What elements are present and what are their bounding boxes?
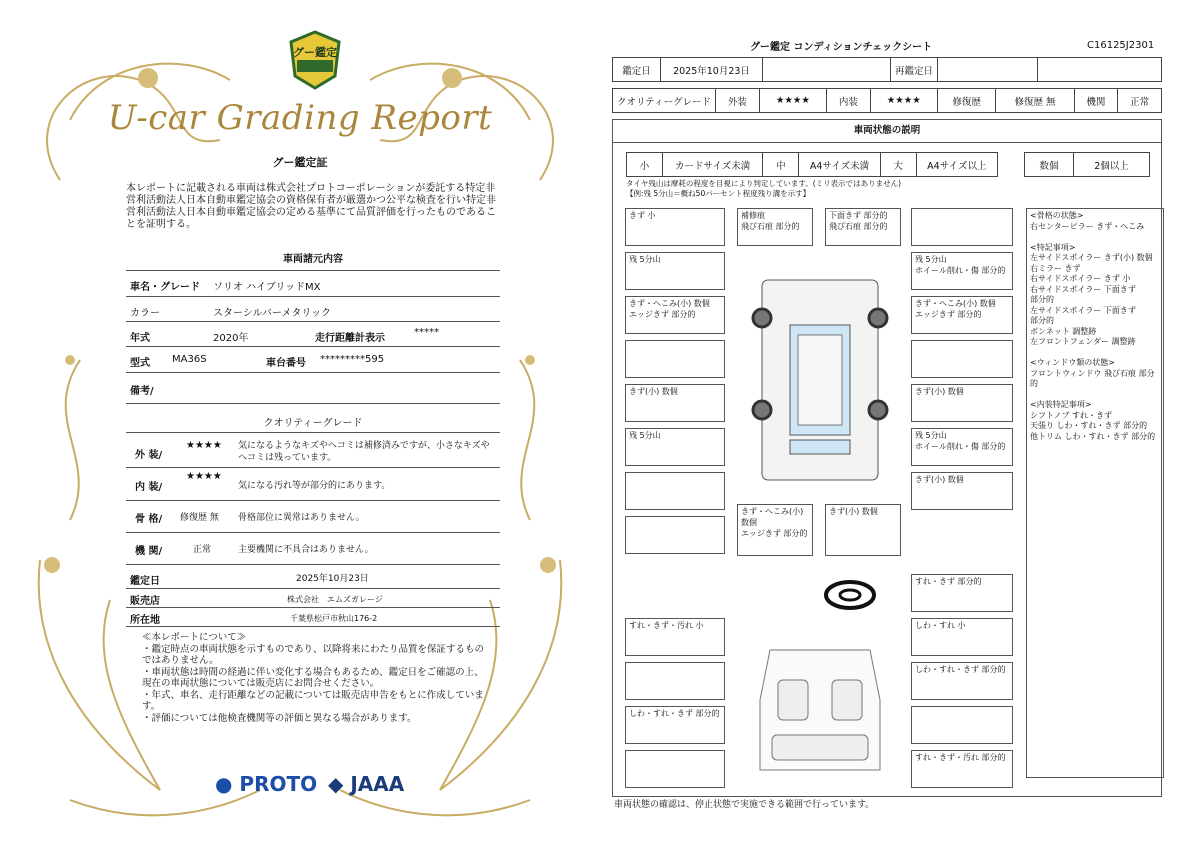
divider <box>126 321 500 322</box>
date-label: 鑑定日 <box>130 576 160 587</box>
note-item: ・年式、車名、走行距離などの記載については販売店申告をもとに作成しています。 <box>142 689 484 712</box>
condition-box: 補修痕 飛び石痕 部分的 <box>737 208 813 246</box>
name-value: ソリオ ハイブリッドMX <box>213 282 321 293</box>
car-top-view-diagram <box>750 270 890 490</box>
exterior-text: 気になるようなキズやヘコミは補修済みですが、小さなキズやヘコミは残っています。 <box>238 441 490 463</box>
divider <box>126 500 500 501</box>
note-item: ・評価については他検査機関等の評価と異なる場合があります。 <box>142 712 417 724</box>
frame-label: 骨 格/ <box>135 514 163 525</box>
divider <box>126 607 500 608</box>
condition-box: すれ・きず・汚れ 小 <box>625 618 725 656</box>
legend-count-desc: 2個以上 <box>1073 153 1149 177</box>
condition-box: しわ・すれ・きず 部分的 <box>911 662 1013 700</box>
shop-value: 株式会社 エムズガレージ <box>287 595 383 604</box>
condition-box <box>625 662 725 700</box>
quality-label: クオリティーグレード <box>613 89 716 113</box>
engine-label: 機 関/ <box>135 546 163 557</box>
tire-hint-example: 【例:残 5分山＝概ね50パーセント程度残り溝を示す】 <box>626 189 811 198</box>
steering-wheel-icon <box>822 578 878 612</box>
reinspect-label: 再鑑定日 <box>891 58 938 82</box>
condition-box: すれ・きず・汚れ 部分的 <box>911 750 1013 788</box>
legend-large: 大 <box>880 153 916 177</box>
repair-value: 修復歴 無 <box>996 89 1074 113</box>
blank-cell <box>763 58 891 82</box>
legend-small: 小 <box>627 153 663 177</box>
exterior-label: 外 装/ <box>135 450 163 461</box>
frame-value: 修復歴 無 <box>180 513 219 523</box>
legend-large-desc: A4サイズ以上 <box>916 153 997 177</box>
condition-box <box>911 208 1013 246</box>
goo-badge <box>287 30 343 90</box>
legend-table <box>626 152 998 177</box>
ext-stars: ★★★★ <box>759 89 826 113</box>
condition-box: 残 5分山 <box>625 428 725 466</box>
repair-label: 修復歴 <box>937 89 996 113</box>
condition-box: 残 5分山 ホイール削れ・傷 部分的 <box>911 252 1013 290</box>
condition-box: きず・へこみ(小) 数個 エッジきず 部分的 <box>737 504 813 556</box>
mileage-value: ***** <box>414 327 439 338</box>
legend-mid: 中 <box>763 153 799 177</box>
legend-count-table <box>1024 152 1150 177</box>
divider <box>126 403 500 404</box>
int-stars: ★★★★ <box>870 89 937 113</box>
frame-text: 骨格部位に異常はありません。 <box>238 513 365 523</box>
jaaa-logo-text: JAAA <box>350 772 405 796</box>
condition-box <box>911 340 1013 378</box>
condition-box: きず・へこみ(小) 数個 エッジきず 部分的 <box>625 296 725 334</box>
tire-hint-line: タイヤ残山は摩耗の程度を目視により判定しています。(ミリ表示ではありません) <box>626 179 902 188</box>
tire-hint <box>626 179 901 199</box>
model-label: 型式 <box>130 358 150 369</box>
year-value: 2020年 <box>213 333 249 344</box>
year-label: 年式 <box>130 333 150 344</box>
condition-box <box>625 750 725 788</box>
divider <box>126 346 500 347</box>
certificate-title: グー鑑定証 <box>272 156 328 169</box>
model-value: MA36S <box>172 354 207 365</box>
condition-box: きず(小) 数個 <box>911 384 1013 422</box>
address-value: 千葉県松戸市秋山176-2 <box>290 614 378 623</box>
quality-title: クオリティーグレード <box>263 418 363 429</box>
date-table <box>612 57 1162 82</box>
name-label: 車名・グレード <box>130 282 200 293</box>
condition-box <box>625 516 725 554</box>
divider <box>126 270 500 271</box>
reinspect-value <box>938 58 1038 82</box>
condition-box: きず(小) 数個 <box>825 504 901 556</box>
notes-title: ≪本レポートについて≫ <box>142 632 247 643</box>
chassis-label: 車台番号 <box>266 358 306 369</box>
condition-box: しわ・すれ 小 <box>911 618 1013 656</box>
condition-box: きず(小) 数個 <box>625 384 725 422</box>
legend-small-desc: カードサイズ未満 <box>663 153 763 177</box>
proto-logo-text: PROTO <box>239 772 318 796</box>
note-item: ・車両状態は時間の経過に伴い変化する場合もあるため、鑑定日をご確認の上、現在の車両状態については販売店にお問合せください。 <box>142 666 484 689</box>
jaaa-logo: ◆ JAAA <box>328 772 405 796</box>
color-value: スターシルバーメタリック <box>213 308 331 319</box>
condition-box: 残 5分山 ホイール削れ・傷 部分的 <box>911 428 1013 466</box>
color-label: カラー <box>130 308 160 319</box>
date-label: 鑑定日 <box>613 58 661 82</box>
divider <box>126 532 500 533</box>
divider <box>126 588 500 589</box>
shop-label: 販売店 <box>130 596 160 607</box>
condition-box <box>625 340 725 378</box>
badge-text: グー鑑定 <box>293 46 337 59</box>
report-notes <box>142 632 492 724</box>
interior-text: 気になる汚れ等が部分的にあります。 <box>238 481 391 491</box>
grade-table <box>612 88 1162 113</box>
condition-box <box>911 706 1013 744</box>
remarks-label: 備考/ <box>130 386 154 397</box>
date-value: 2025年10月23日 <box>661 58 763 82</box>
condition-box: すれ・きず 部分的 <box>911 574 1013 612</box>
note-item: ・鑑定時点の車両状態を示すものであり、以降将来にわたり品質を保証するものではありません。 <box>142 643 485 666</box>
sheet-footnote: 車両状態の確認は、停止状態で実施できる範囲で行っています。 <box>614 800 875 810</box>
condition-box: きず 小 <box>625 208 725 246</box>
date-value: 2025年10月23日 <box>296 574 369 584</box>
condition-box: 残 5分山 <box>625 252 725 290</box>
condition-box: しわ・すれ・きず 部分的 <box>625 706 725 744</box>
legend-mid-desc: A4サイズ未満 <box>799 153 880 177</box>
remarks-panel: <骨格の状態> 右センターピラー きず・へこみ <特記事項> 左サイドスポイラー きず(小) 数個 右ミラー きず 右サイドスポイラー きず 小 右サイドスポイラー 下面きず 部分的 左サイドスポイラー 下面きず 部分的 ボンネット 調整跡 左フロントフェンダー 調整跡 <ウィンドウ類の状態> フロントウィンドウ 飛び石痕 部分的 <内装特記事項> シフトノブ すれ・きず 天張り しわ・すれ・きず 部分的 他トリム しわ・すれ・きず 部分的 <box>1026 208 1164 778</box>
int-label: 内装 <box>826 89 870 113</box>
legend-count: 数個 <box>1025 153 1074 177</box>
blank-cell <box>1038 58 1162 82</box>
report-script-title: U-car Grading Report <box>107 98 493 138</box>
engine-label: 機関 <box>1074 89 1118 113</box>
condition-box <box>625 472 725 510</box>
spec-title: 車両諸元内容 <box>283 254 343 265</box>
condition-box: 下面きず 部分的 飛び石痕 部分的 <box>825 208 901 246</box>
engine-text: 主要機関に不具合はありません。 <box>238 545 374 555</box>
condition-check-sheet <box>600 0 1200 848</box>
state-title: 車両状態の説明 <box>612 119 1162 143</box>
sheet-title: グー鑑定 コンディションチェックシート <box>750 42 933 53</box>
mileage-label: 走行距離計表示 <box>315 333 385 344</box>
condition-box: きず・へこみ(小) 数個 エッジきず 部分的 <box>911 296 1013 334</box>
sheet-code: C16125J2301 <box>1087 40 1155 51</box>
divider <box>126 564 500 565</box>
certificate-body: 本レポートに記載される車両は株式会社プロトコーポレーションが委託する特定非営利活動法人日本自動車鑑定協会の資格保有者が厳選かつ公平な検査を行い特定非営利活動法人日本自動車鑑定協会の定める基準にて品質評価を行ったものであることを証明する。 <box>126 183 496 230</box>
divider <box>126 432 500 433</box>
proto-logo: ● PROTO <box>215 772 318 796</box>
divider <box>126 626 500 627</box>
ext-label: 外装 <box>716 89 760 113</box>
address-label: 所在地 <box>130 615 160 626</box>
badge-shield-icon <box>287 30 343 90</box>
interior-stars: ★★★★ <box>186 471 222 482</box>
car-interior-diagram <box>750 640 890 780</box>
engine-value: 正常 <box>1118 89 1162 113</box>
condition-box: きず(小) 数個 <box>911 472 1013 510</box>
divider <box>126 296 500 297</box>
interior-label: 内 装/ <box>135 482 163 493</box>
chassis-value: *********595 <box>320 354 385 365</box>
divider <box>126 372 500 373</box>
engine-value: 正常 <box>193 545 212 555</box>
exterior-stars: ★★★★ <box>186 440 222 451</box>
divider <box>126 467 500 468</box>
